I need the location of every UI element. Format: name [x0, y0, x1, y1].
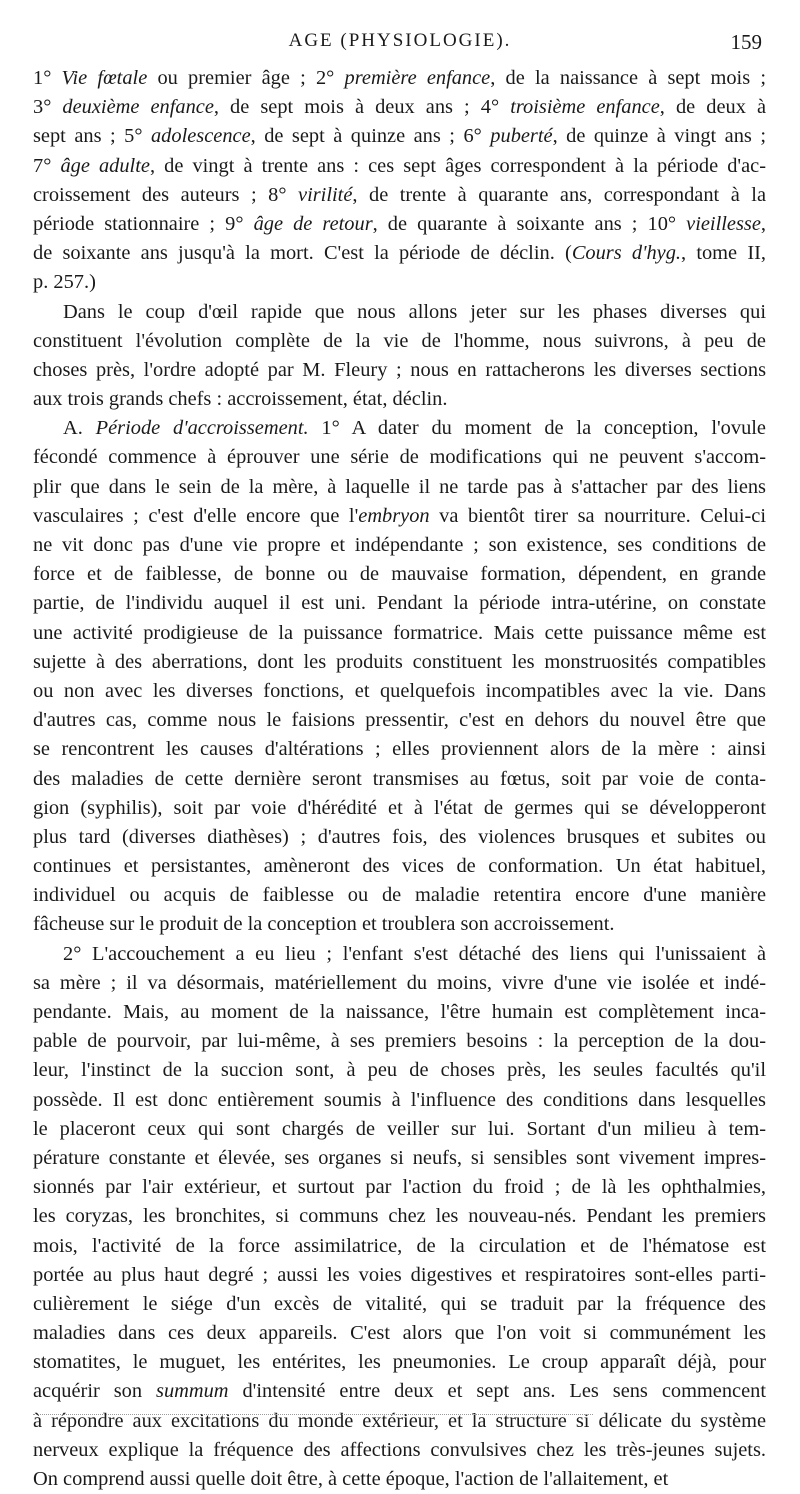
text-line	[33, 531, 766, 560]
text-segment: de soixante ans jusqu'à la mort. C'est la période de déclin. (	[33, 242, 572, 265]
text-line	[33, 560, 766, 589]
text-segment: nerveux explique la fréquence des affections convulsives chez les très-jeunes sujets.	[33, 1438, 766, 1461]
text-segment: vasculaires ; c'est d'elle encore que l'	[33, 504, 359, 527]
text-line	[33, 794, 766, 823]
text-segment: sept ans ; 5°	[33, 125, 151, 148]
text-line	[33, 1290, 766, 1319]
text-line	[33, 1407, 766, 1436]
text-line	[33, 1056, 766, 1085]
text-segment: ou non avec les diverses fonctions, et quelquefois incompatibles avec la vie. Dans	[33, 679, 766, 702]
text-segment: gion (syphilis), soit par voie d'hérédité et à l'état de germes qui se développeront	[33, 796, 766, 819]
text-segment: , de trente à quarante ans, correspondant à la	[352, 183, 766, 206]
text-line	[33, 619, 766, 648]
text-line	[33, 589, 766, 618]
text-line	[33, 414, 766, 443]
text-line	[33, 940, 766, 969]
text-line	[33, 765, 766, 794]
text-line	[33, 969, 766, 998]
text-line	[33, 648, 766, 677]
italic-term: vieillesse	[686, 212, 761, 235]
text-line	[33, 327, 766, 356]
text-line	[33, 1319, 766, 1348]
text-segment: A.	[63, 417, 96, 440]
text-line	[33, 268, 766, 297]
text-line	[33, 152, 766, 181]
text-segment: d'intensité entre deux et sept ans. Les sens commencent	[228, 1380, 766, 1403]
text-segment: pable de pourvoir, par lui-même, à ses premiers besoins : la perception de la dou-	[33, 1030, 766, 1053]
text-segment: 1°	[33, 67, 62, 89]
text-segment: pérature constante et élevée, ses organes si neufs, si sensibles sont vivement impres-	[33, 1146, 766, 1169]
text-segment: maladies dans ces deux appareils. C'est alors que l'on voit si communément les	[33, 1322, 766, 1345]
text-line	[33, 677, 766, 706]
text-segment: , de sept à quinze ans ; 6°	[250, 125, 491, 148]
text-segment: ,	[760, 212, 766, 235]
text-segment: 2° L'accouchement a eu lieu ; l'enfant s'est détaché des liens qui l'unissaient à	[63, 942, 766, 965]
text-segment: , de quinze à vingt ans ;	[552, 125, 767, 148]
text-line	[33, 1027, 766, 1056]
text-segment: portée au plus haut degré ; aussi les voies digestives et respiratoires sont-elles parti-	[33, 1263, 766, 1286]
text-segment: plus tard (diverses diathèses) ; d'autres fois, des violences brusques et subites ou	[33, 825, 766, 848]
text-line	[33, 823, 766, 852]
italic-term: première enfance	[344, 67, 491, 89]
italic-term: summum	[156, 1380, 229, 1403]
text-segment: pendante. Mais, au moment de la naissance, l'être humain est complètement inca-	[33, 1001, 766, 1023]
text-segment: 7°	[33, 154, 61, 177]
italic-term: Cours d'hyg.	[571, 242, 681, 265]
text-segment: On comprend aussi quelle doit être, à cette époque, l'action de l'allaitement, et	[33, 1468, 669, 1490]
text-line	[33, 1086, 766, 1115]
text-segment: d'autres cas, comme nous le faisions pressentir, c'est en dehors du nouvel être que	[33, 709, 766, 732]
text-line	[33, 181, 766, 210]
footer-divider	[33, 1414, 593, 1415]
text-segment: aux trois grands chefs : accroissement, état, déclin.	[33, 388, 448, 411]
text-line	[33, 1377, 766, 1406]
text-segment: partie, de l'individu auquel il est uni. Pendant la période intra-utérine, on constate	[33, 592, 766, 615]
text-segment: les coryzas, les bronchites, si communs chez les nouveau-nés. Pendant les premiers	[33, 1205, 766, 1228]
italic-term: âge adulte	[60, 154, 150, 177]
text-line	[33, 239, 766, 268]
text-line	[33, 706, 766, 735]
text-segment: ne vit donc pas d'une vie propre et indépendante ; son existence, ses conditions de	[33, 534, 766, 556]
text-line	[33, 473, 766, 502]
text-segment: va bientôt tirer sa nourriture. Celui-ci	[429, 504, 766, 527]
text-segment: individuel ou acquis de faiblesse ou de maladie retentira encore d'une manière	[33, 884, 766, 907]
text-segment: constituent l'évolution complète de la vie de l'homme, nous suivrons, à peu de	[33, 329, 766, 352]
text-segment: stomatites, le muguet, les entérites, les pneumonies. Le croup apparaît déjà, pour	[33, 1351, 766, 1374]
text-line	[33, 502, 766, 531]
text-segment: une activité prodigieuse de la puissance formatrice. Mais cette puissance même est	[33, 621, 766, 644]
text-segment: le placeront ceux qui sont chargés de veiller sur lui. Sortant d'un milieu à tem-	[33, 1117, 766, 1140]
italic-term: embryon	[358, 504, 430, 527]
text-line	[33, 1202, 766, 1231]
italic-term: Vie fœtale	[61, 67, 148, 89]
text-segment: à répondre aux excitations du monde extérieur, et la structure si délicate du système	[33, 1409, 766, 1432]
text-line	[33, 443, 766, 472]
running-head-title: AGE (PHYSIOLOGIE).	[288, 30, 512, 51]
text-line	[33, 1465, 766, 1494]
page-number: 159	[730, 30, 762, 54]
text-segment: p. 257.)	[33, 271, 96, 294]
text-line	[33, 1144, 766, 1173]
text-line	[33, 1261, 766, 1290]
text-segment: sionnés par l'air extérieur, et surtout par l'action du froid ; de là les ophthalmies,	[33, 1176, 766, 1199]
text-line	[33, 122, 766, 151]
text-segment: , de quarante à soixante ans ; 10°	[372, 212, 687, 235]
text-line	[33, 1436, 766, 1465]
text-segment: des maladies de cette dernière seront transmises au fœtus, soit par voie de conta-	[33, 767, 766, 790]
italic-term: virilité	[298, 183, 353, 206]
italic-term: deuxième enfance	[62, 96, 214, 119]
body-text	[33, 64, 766, 1494]
text-segment: , de vingt à trente ans : ces sept âges correspondent à la période d'ac-	[149, 154, 766, 177]
text-line	[33, 910, 766, 939]
text-segment: leur, l'instinct de la succion sont, à peu de choses près, les seules facultés qu'il	[33, 1059, 766, 1082]
text-line	[33, 385, 766, 414]
text-segment: Dans le coup d'œil rapide que nous allons jeter sur les phases diverses qui	[63, 300, 766, 323]
text-segment: mois, l'activité de la force assimilatrice, de la circulation et de l'hématose est	[33, 1234, 766, 1257]
text-segment: sujette à des aberrations, dont les produits constituent les monstruosités compatibles	[33, 650, 766, 673]
text-line	[33, 998, 766, 1027]
text-segment: acquérir son	[33, 1380, 157, 1403]
text-line	[33, 1173, 766, 1202]
italic-term: adolescence	[150, 125, 251, 148]
text-segment: 3°	[33, 96, 63, 119]
italic-term: âge de retour	[253, 212, 373, 235]
text-line	[33, 1348, 766, 1377]
text-segment: fécondé commence à éprouver une série de modifications qui ne peuvent s'accom-	[33, 446, 766, 469]
text-segment: , de deux à	[659, 96, 767, 119]
text-line	[33, 881, 766, 910]
text-segment: choses près, l'ordre adopté par M. Fleury ; nous en rattacherons les diverses sections	[33, 358, 766, 381]
text-segment: possède. Il est donc entièrement soumis à l'influence des conditions dans lesquelles	[33, 1088, 766, 1111]
text-segment: , de la naissance à sept mois ;	[490, 67, 766, 89]
text-line	[33, 852, 766, 881]
text-segment: fâcheuse sur le produit de la conception et troublera son accroissement.	[33, 913, 615, 936]
text-line	[33, 93, 766, 122]
italic-term: puberté	[490, 125, 553, 148]
text-segment: , tome II,	[681, 242, 766, 265]
italic-term: Période d'accroissement.	[95, 417, 309, 440]
text-line	[33, 1232, 766, 1261]
text-segment: culièrement le siége d'un excès de vitalité, qui se traduit par la fréquence des	[33, 1292, 766, 1315]
italic-term: troisième enfance	[510, 96, 660, 119]
text-segment: croissement des auteurs ; 8°	[33, 183, 299, 206]
text-segment: continues et persistantes, amèneront des vices de conformation. Un état habituel,	[33, 855, 766, 878]
text-segment: , de sept mois à deux ans ; 4°	[213, 96, 511, 119]
text-line	[33, 735, 766, 764]
text-segment: 1° A dater du moment de la conception, l'ovule	[308, 417, 766, 440]
text-line	[33, 64, 766, 93]
text-line	[33, 1115, 766, 1144]
text-line	[33, 298, 766, 327]
running-header	[0, 30, 800, 58]
text-segment: sa mère ; il va désormais, matériellement du moins, vivre d'une vie isolée et indé-	[33, 971, 766, 994]
text-segment: se rencontrent les causes d'altérations ; elles proviennent alors de la mère : ainsi	[33, 738, 766, 761]
text-line	[33, 356, 766, 385]
text-segment: force et de faiblesse, de bonne ou de mauvaise formation, dépendent, en grande	[33, 563, 766, 586]
text-segment: période stationnaire ; 9°	[33, 212, 254, 235]
text-segment: plir que dans le sein de la mère, à laquelle il ne tarde pas à s'attacher par des liens	[33, 475, 766, 498]
text-segment: ou premier âge ; 2°	[147, 67, 345, 89]
text-line	[33, 210, 766, 239]
